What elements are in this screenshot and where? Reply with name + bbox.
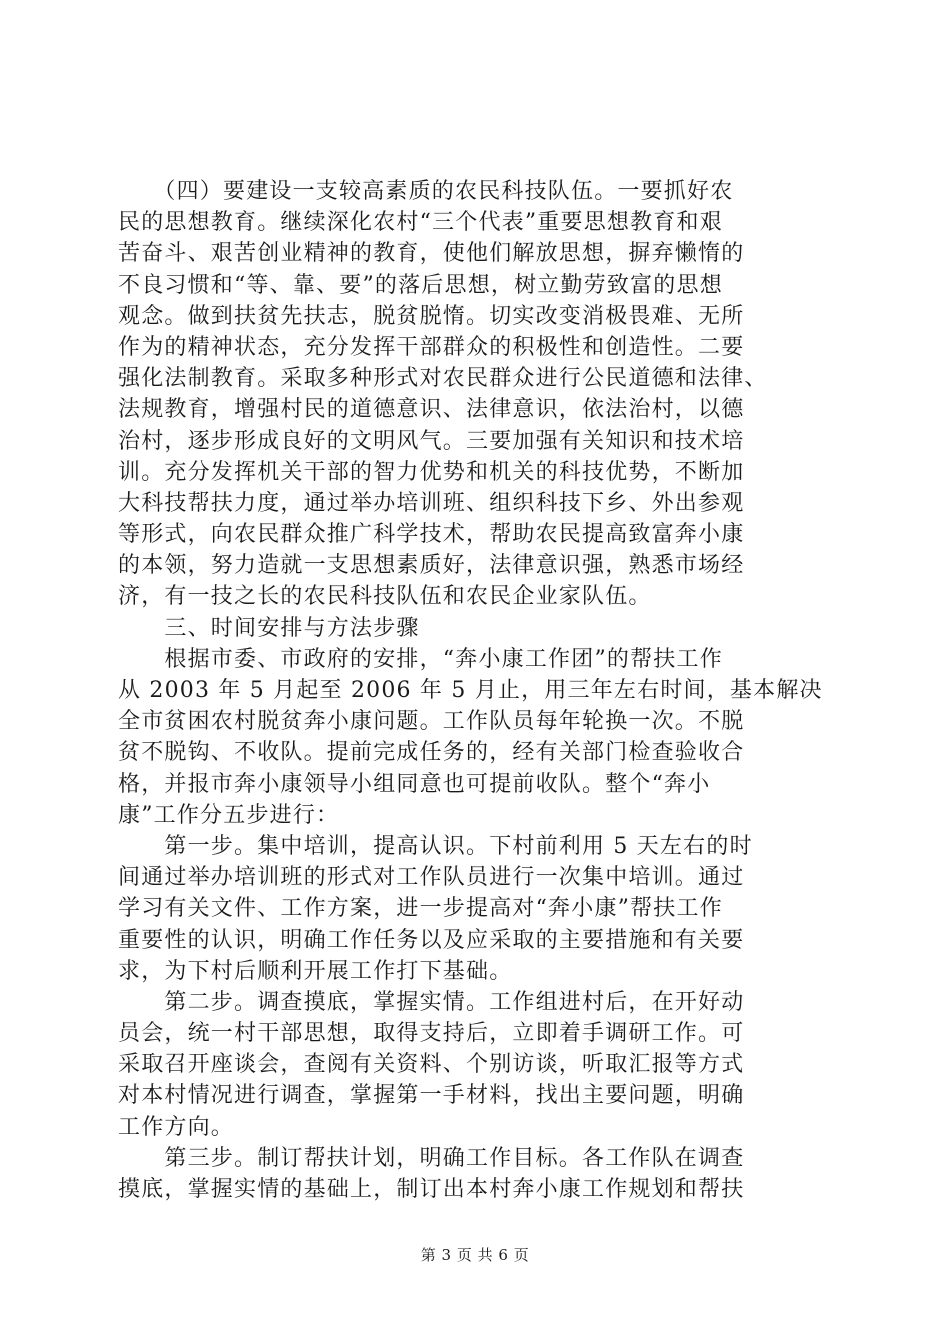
text-line: 贫不脱钩、不收队。提前完成任务的，经有关部门检查验收合 [118, 740, 745, 766]
text-line: 大科技帮扶力度，通过举办培训班、组织科技下乡、外出参观 [118, 490, 745, 516]
text-line: 不良习惯和“等、靠、要”的落后思想，树立勤劳致富的思想 [118, 272, 723, 298]
text-line: 民的思想教育。继续深化农村“三个代表”重要思想教育和艰 [118, 210, 723, 236]
text-line: 重要性的认识，明确工作任务以及应采取的主要措施和有关要 [118, 927, 745, 953]
text-line: 间通过举办培训班的形式对工作队员进行一次集中培训。通过 [118, 865, 745, 891]
text-line: 求，为下村后顺利开展工作打下基础。 [118, 958, 513, 984]
text-line: 的本领，努力造就一支思想素质好，法律意识强，熟悉市场经 [118, 553, 745, 579]
text-line: 等形式，向农民群众推广科学技术，帮助农民提高致富奔小康 [118, 522, 745, 548]
text-line: 第三步。制订帮扶计划，明确工作目标。各工作队在调查 [118, 1145, 745, 1171]
text-line: 工作方向。 [118, 1114, 235, 1140]
text-line: 学习有关文件、工作方案，进一步提高对“奔小康”帮扶工作 [118, 896, 723, 922]
text-line: 格，并报市奔小康领导小组同意也可提前收队。整个“奔小 [118, 771, 711, 797]
text-line: 对本村情况进行调查，掌握第一手材料，找出主要问题，明确 [118, 1083, 745, 1109]
text-line: 观念。做到扶贫先扶志，脱贫脱惰。切实改变消极畏难、无所 [118, 303, 745, 329]
text-line: 法规教育，增强村民的道德意识、法律意识，依法治村，以德 [118, 397, 745, 423]
text-line: 全市贫困农村脱贫奔小康问题。工作队员每年轮换一次。不脱 [118, 709, 745, 735]
text-line: 强化法制教育。采取多种形式对农民群众进行公民道德和法律、 [118, 366, 768, 392]
text-line: （四）要建设一支较高素质的农民科技队伍。一要抓好农 [118, 179, 734, 204]
text-line: 采取召开座谈会，查阅有关资料、个别访谈，听取汇报等方式 [118, 1052, 745, 1078]
text-line: 康”工作分五步进行： [118, 802, 340, 828]
document-body [118, 176, 838, 1205]
text-line: 根据市委、市政府的安排，“奔小康工作团”的帮扶工作 [118, 646, 723, 672]
page-number-footer: 第 3 页 共 6 页 [420, 1246, 530, 1264]
text-line: 从 2003 年 5 月起至 2006 年 5 月止，用三年左右时间，基本解决 [118, 678, 823, 703]
text-line: 治村，逐步形成良好的文明风气。三要加强有关知识和技术培 [118, 428, 745, 454]
text-line: 第二步。调查摸底，掌握实情。工作组进村后，在开好动 [118, 989, 745, 1015]
text-line: 苦奋斗、艰苦创业精神的教育，使他们解放思想，摒弃懒惰的 [118, 241, 745, 267]
text-line: 摸底，掌握实情的基础上，制订出本村奔小康工作规划和帮扶 [118, 1177, 745, 1202]
section-heading: 三、时间安排与方法步骤 [118, 615, 420, 641]
text-line: 员会，统一村干部思想，取得支持后，立即着手调研工作。可 [118, 1021, 745, 1047]
text-line: 济，有一技之长的农民科技队伍和农民企业家队伍。 [118, 584, 652, 610]
text-line: 作为的精神状态，充分发挥干部群众的积极性和创造性。二要 [118, 334, 745, 360]
text-line: 训。充分发挥机关干部的智力优势和机关的科技优势，不断加 [118, 459, 745, 485]
text-line: 第一步。集中培训，提高认识。下村前利用 5 天左右的时 [118, 833, 753, 859]
